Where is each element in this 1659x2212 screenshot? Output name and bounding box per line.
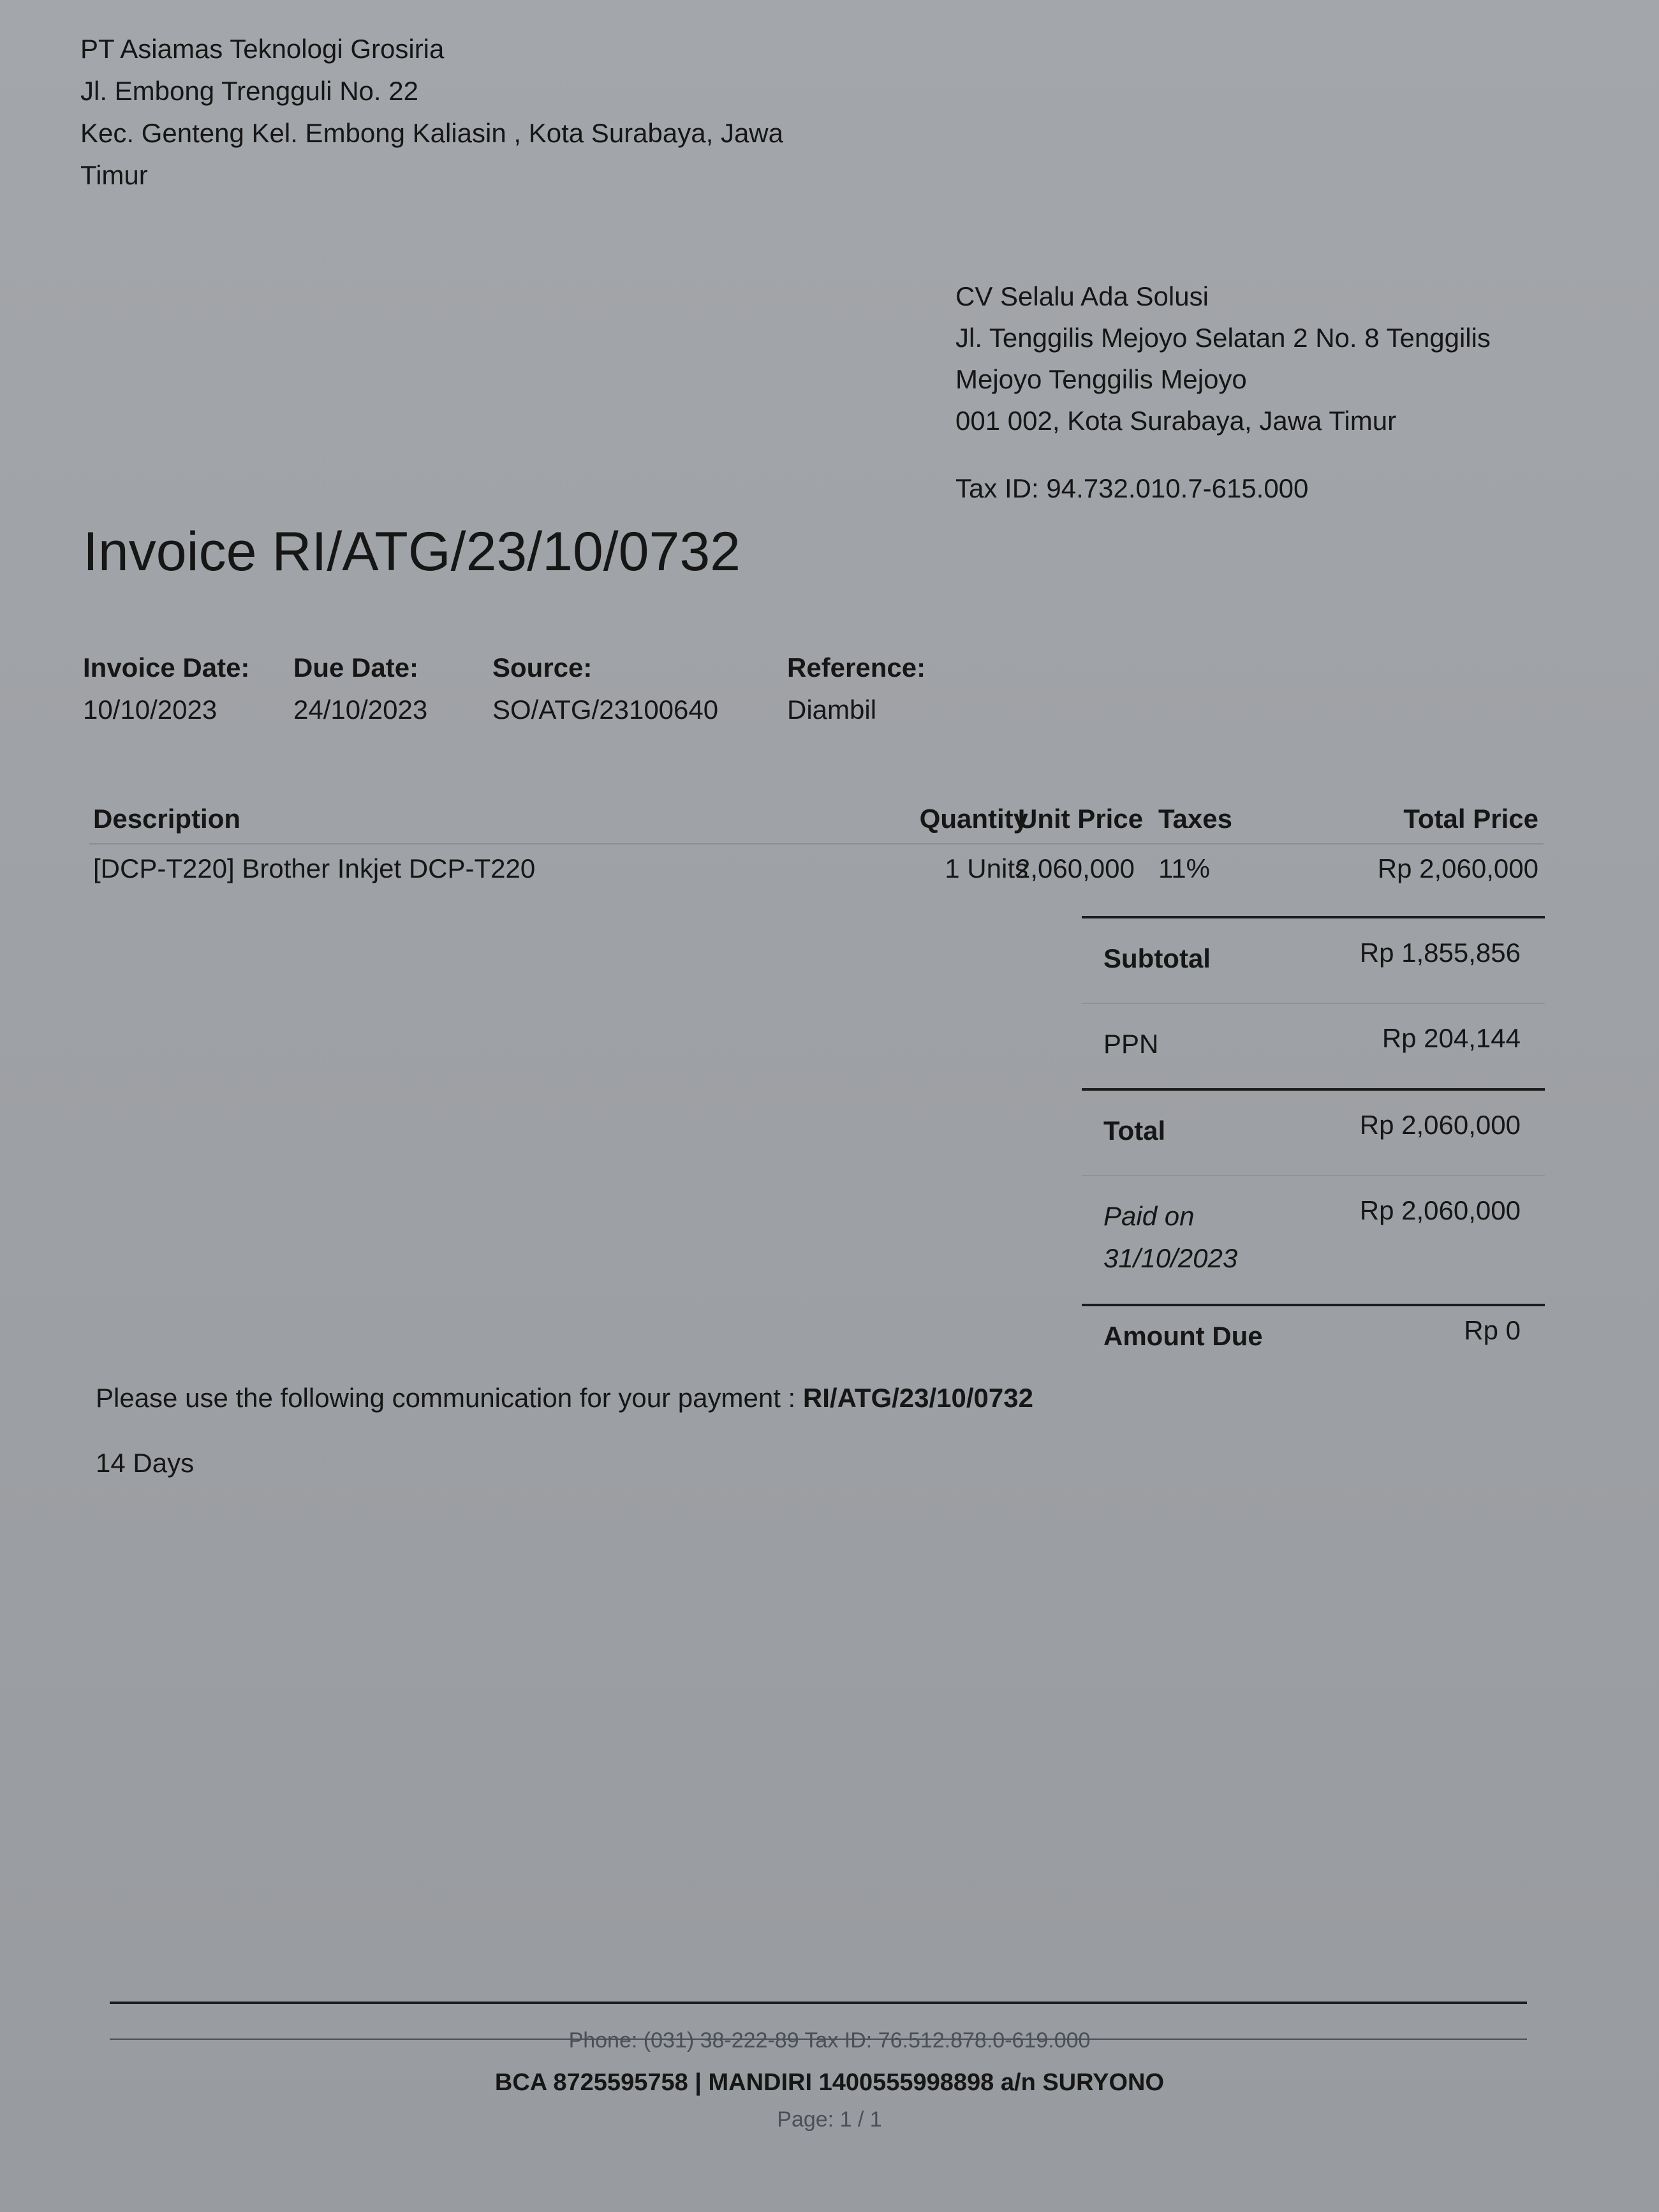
amount-due-value: Rp 0 [1464, 1315, 1521, 1345]
footer-divider [110, 2039, 1527, 2040]
line-unit-price: 2,060,000 [1015, 853, 1135, 883]
company-address-line: Jl. Embong Trengguli No. 22 [80, 76, 418, 106]
total-label: Total [1103, 1116, 1166, 1146]
source-value: SO/ATG/23100640 [492, 695, 719, 725]
company-address-block [80, 28, 783, 196]
reference-value: Diambil [787, 695, 877, 725]
line-total-price: Rp 2,060,000 [1377, 853, 1538, 883]
payment-row [1082, 1175, 1545, 1304]
page-number: Page: 1 / 1 [777, 2107, 882, 2132]
payment-communication [96, 1383, 1033, 1413]
company-address-line: Kec. Genteng Kel. Embong Kaliasin , Kota Surabaya, Jawa [80, 118, 783, 148]
col-quantity: Quantity [919, 804, 1028, 834]
paid-on-text: Paid on [1103, 1201, 1195, 1231]
subtotal-label: Subtotal [1103, 943, 1211, 973]
tax-label: PPN [1103, 1029, 1159, 1059]
paid-on-date: 31/10/2023 [1103, 1243, 1238, 1273]
due-date-label: Due Date: [293, 653, 419, 682]
company-address-line: Timur [80, 160, 148, 190]
customer-address-line: Jl. Tenggilis Mejoyo Selatan 2 No. 8 Tenggilis [955, 323, 1491, 353]
reference-field [787, 647, 925, 731]
line-description: [DCP-T220] Brother Inkjet DCP-T220 [93, 853, 536, 883]
paid-amount: Rp 2,060,000 [1359, 1195, 1521, 1225]
total-value: Rp 2,060,000 [1359, 1110, 1521, 1140]
col-taxes: Taxes [1158, 804, 1232, 834]
invoice-lines-header [89, 795, 1544, 844]
footer-bank-accounts: BCA 8725595758 | MANDIRI 1400555998898 a/n SURYONO [494, 2069, 1165, 2096]
amount-due-label: Amount Due [1103, 1321, 1263, 1351]
invoice-title: Invoice RI/ATG/23/10/0732 [83, 521, 741, 582]
totals-table [1082, 916, 1545, 1357]
source-label: Source: [492, 653, 593, 682]
line-taxes: 11% [1158, 853, 1210, 883]
customer-address-block [955, 276, 1491, 441]
paid-on-label [1103, 1195, 1237, 1279]
reference-label: Reference: [787, 653, 926, 682]
invoice-date-label: Invoice Date: [83, 653, 250, 682]
line-quantity: 1 Units [945, 853, 1028, 883]
invoice-date-field [83, 647, 249, 731]
subtotal-value: Rp 1,855,856 [1359, 938, 1521, 968]
col-unit-price: Unit Price [1018, 804, 1144, 834]
company-name: PT Asiamas Teknologi Grosiria [80, 34, 445, 64]
col-total-price: Total Price [1403, 804, 1538, 834]
payment-terms: 14 Days [96, 1448, 195, 1478]
customer-address-line: 001 002, Kota Surabaya, Jawa Timur [955, 406, 1397, 436]
payment-reference: RI/ATG/23/10/0732 [802, 1383, 1033, 1413]
col-description: Description [93, 804, 241, 834]
due-date-field [293, 647, 427, 731]
due-date-value: 24/10/2023 [293, 695, 428, 725]
payment-communication-label: Please use the following communication for your payment : [96, 1383, 796, 1413]
tax-value: Rp 204,144 [1382, 1023, 1521, 1053]
source-field [492, 647, 718, 731]
tax-row [1082, 1003, 1545, 1088]
table-row [89, 843, 1544, 901]
customer-tax-id: Tax ID: 94.732.010.7-615.000 [955, 473, 1309, 503]
customer-address-line: Mejoyo Tenggilis Mejoyo [955, 364, 1247, 394]
total-row [1082, 1088, 1545, 1175]
amount-due-row [1082, 1304, 1545, 1357]
subtotal-row [1082, 916, 1545, 1003]
invoice-date-value: 10/10/2023 [83, 695, 218, 725]
footer-divider [110, 2002, 1527, 2004]
footer-contact: Phone: (031) 38-222-89 Tax ID: 76.512.878.0-619.000 [568, 2028, 1091, 2053]
customer-name: CV Selalu Ada Solusi [955, 281, 1209, 311]
